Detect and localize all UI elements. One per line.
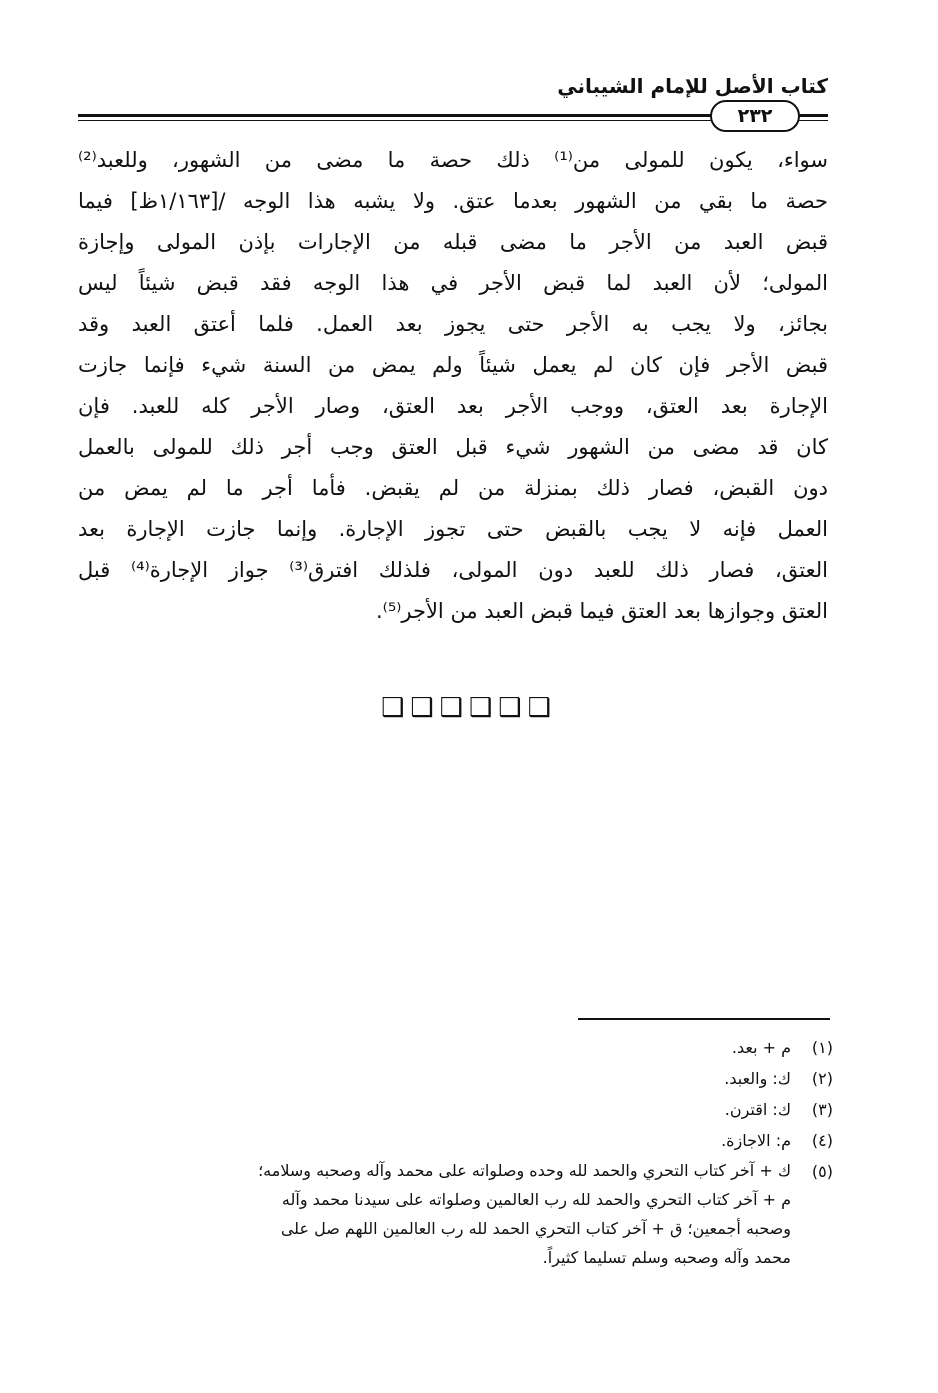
page-header <box>78 72 828 128</box>
text-line: كان قد مضى من الشهور شيء قبل العتق وجب أجر ذلك للمولى بالعمل <box>78 435 828 459</box>
footnote-number: (١) <box>811 1038 833 1057</box>
footnote-line: م + آخر كتاب التحري والحمد لله رب العالمين وصلواته على سيدنا محمد وآله <box>281 1190 791 1209</box>
text-line: الإجارة بعد العتق، ووجب الأجر بعد العتق، وصار الأجر كله للعبد. فإن <box>78 394 828 418</box>
section-end-ornament: ❑❑❑❑❑❑ <box>381 693 557 723</box>
text-line: المولى؛ لأن العبد لما قبض الأجر في هذا الوجه فقد قبض شيئاً ليس <box>78 271 828 295</box>
footnote-text: ك: اقترن. <box>724 1100 791 1119</box>
text-line: قبض العبد من الأجر ما مضى قبله من الإجارات بإذن المولى وإجازة <box>78 230 828 254</box>
text-line: بجائز، ولا يجب به الأجر حتى يجوز بعد العمل. فلما أعتق العبد وقد <box>78 312 828 336</box>
page-number: ٢٣٢ <box>710 100 800 132</box>
footnote-number: (٢) <box>811 1069 833 1088</box>
footnote <box>78 1156 833 1272</box>
footnote-number: (٤) <box>811 1131 833 1150</box>
text-line: سواء، يكون للمولى من⁽¹⁾ ذلك حصة ما مضى من الشهور، وللعبد⁽²⁾ <box>78 148 828 172</box>
footnote <box>78 1063 833 1094</box>
footnote <box>78 1032 833 1063</box>
footnote <box>78 1094 833 1125</box>
footnote-number: (٣) <box>811 1100 833 1119</box>
text-line: دون القبض، فصار ذلك بمنزلة من لم يقبض. فأما أجر ما لم يمض من <box>78 476 828 500</box>
footnotes <box>78 1032 833 1272</box>
footnote-text <box>78 1156 791 1272</box>
main-text <box>78 140 828 632</box>
footnote <box>78 1125 833 1156</box>
footnote-text: م + بعد. <box>731 1038 791 1057</box>
footnote-text: ك: والعبد. <box>724 1069 791 1088</box>
footnote-line: ك + آخر كتاب التحري والحمد لله وحده وصلواته على محمد وآله وصحبه وسلامه؛ <box>258 1161 791 1180</box>
text-line: العمل فإنه لا يجب بالقبض حتى تجوز الإجارة. وإنما جازت الإجارة بعد <box>78 517 828 541</box>
footnote-text: م: الاجازة. <box>721 1131 791 1150</box>
footnote-number: (٥) <box>811 1162 833 1181</box>
text-line: العتق، فصار ذلك للعبد دون المولى، فلذلك افترق⁽³⁾ جواز الإجارة⁽⁴⁾ قبل <box>78 558 828 582</box>
text-line: قبض الأجر فإن كان لم يعمل شيئاً ولم يمض من السنة شيء فإنما جازت <box>78 353 828 377</box>
footnote-separator <box>578 1018 830 1020</box>
running-title: كتاب الأصل للإمام الشيباني <box>557 74 828 98</box>
footnote-line: وصحبه أجمعين؛ ق + آخر كتاب التحري الحمد لله رب العالمين اللهم صل على <box>280 1219 791 1238</box>
text-line: العتق وجوازها بعد العتق فيما قبض العبد من الأجر⁽⁵⁾. <box>375 599 828 623</box>
footnote-line: محمد وآله وصحبه وسلم تسليما كثيراً. <box>542 1248 791 1267</box>
text-line: حصة ما بقي من الشهور بعدما عتق. ولا يشبه هذا الوجه /[١/١٦٣ظ] فيما <box>78 189 828 213</box>
